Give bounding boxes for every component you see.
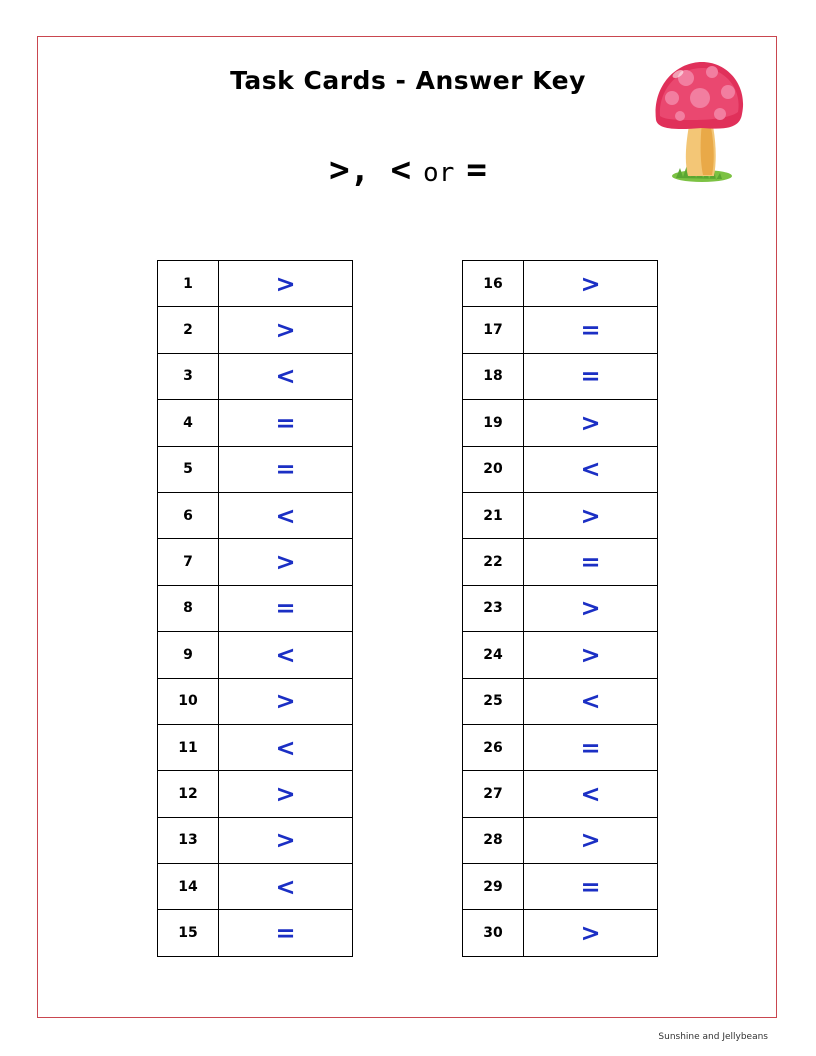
question-number: 8 — [158, 585, 219, 631]
table-row — [463, 632, 658, 678]
question-number: 7 — [158, 539, 219, 585]
answer-symbol: < — [524, 446, 658, 492]
answer-symbol: > — [219, 817, 353, 863]
question-number: 22 — [463, 539, 524, 585]
question-number: 23 — [463, 585, 524, 631]
answer-symbol: = — [524, 724, 658, 770]
answer-symbol: < — [219, 632, 353, 678]
table-row — [158, 539, 353, 585]
table-row — [463, 261, 658, 307]
answer-symbol: < — [219, 353, 353, 399]
answer-symbol: > — [219, 539, 353, 585]
table-row — [158, 585, 353, 631]
table-row — [463, 539, 658, 585]
table-row — [463, 678, 658, 724]
question-number: 25 — [463, 678, 524, 724]
table-row — [463, 817, 658, 863]
question-number: 9 — [158, 632, 219, 678]
question-number: 2 — [158, 307, 219, 353]
table-row — [158, 400, 353, 446]
question-number: 5 — [158, 446, 219, 492]
answer-symbol: > — [524, 632, 658, 678]
answer-symbol: > — [219, 261, 353, 307]
subtitle-symbols: >, < — [329, 150, 412, 190]
table-row — [158, 492, 353, 538]
question-number: 13 — [158, 817, 219, 863]
table-row — [158, 446, 353, 492]
table-row — [463, 864, 658, 910]
table-row — [158, 817, 353, 863]
table-row — [463, 724, 658, 770]
table-row — [463, 446, 658, 492]
answer-symbol: > — [524, 817, 658, 863]
question-number: 19 — [463, 400, 524, 446]
answer-table-right — [462, 260, 658, 957]
question-number: 12 — [158, 771, 219, 817]
subtitle-connector: or — [423, 158, 455, 188]
answer-symbol: > — [524, 261, 658, 307]
answer-symbol: = — [524, 864, 658, 910]
question-number: 4 — [158, 400, 219, 446]
table-row — [158, 307, 353, 353]
answer-symbol: = — [524, 539, 658, 585]
answer-symbol: > — [524, 585, 658, 631]
answer-symbol: > — [219, 678, 353, 724]
question-number: 15 — [158, 910, 219, 956]
table-row — [158, 632, 353, 678]
answer-symbol: = — [219, 400, 353, 446]
answer-symbol: < — [524, 771, 658, 817]
question-number: 20 — [463, 446, 524, 492]
question-number: 27 — [463, 771, 524, 817]
question-number: 21 — [463, 492, 524, 538]
table-row — [158, 678, 353, 724]
table-row — [463, 492, 658, 538]
table-row — [158, 353, 353, 399]
question-number: 14 — [158, 864, 219, 910]
question-number: 30 — [463, 910, 524, 956]
answer-symbol: < — [219, 864, 353, 910]
subtitle-equals: = — [466, 150, 487, 190]
question-number: 1 — [158, 261, 219, 307]
answer-symbol: = — [219, 585, 353, 631]
table-row — [463, 771, 658, 817]
answer-symbol: > — [219, 771, 353, 817]
question-number: 11 — [158, 724, 219, 770]
answer-symbol: = — [219, 910, 353, 956]
table-row — [158, 771, 353, 817]
question-number: 29 — [463, 864, 524, 910]
answer-symbol: = — [524, 353, 658, 399]
answer-symbol: < — [219, 492, 353, 538]
table-row — [463, 353, 658, 399]
answer-symbol: < — [524, 678, 658, 724]
page-title: Task Cards - Answer Key — [230, 66, 586, 95]
table-row — [463, 910, 658, 956]
question-number: 3 — [158, 353, 219, 399]
footer-credit: Sunshine and Jellybeans — [658, 1032, 768, 1042]
question-number: 28 — [463, 817, 524, 863]
mushroom-icon — [650, 56, 748, 188]
question-number: 10 — [158, 678, 219, 724]
table-row — [158, 724, 353, 770]
question-number: 26 — [463, 724, 524, 770]
table-row — [158, 261, 353, 307]
question-number: 6 — [158, 492, 219, 538]
question-number: 18 — [463, 353, 524, 399]
question-number: 17 — [463, 307, 524, 353]
answer-symbol: > — [524, 400, 658, 446]
answer-symbol: > — [219, 307, 353, 353]
answer-symbol: > — [524, 910, 658, 956]
answer-symbol: = — [219, 446, 353, 492]
question-number: 16 — [463, 261, 524, 307]
table-row — [463, 585, 658, 631]
answer-symbol: > — [524, 492, 658, 538]
table-row — [463, 307, 658, 353]
question-number: 24 — [463, 632, 524, 678]
answer-symbol: = — [524, 307, 658, 353]
answer-table-left — [157, 260, 353, 957]
table-row — [463, 400, 658, 446]
answer-symbol: < — [219, 724, 353, 770]
table-row — [158, 910, 353, 956]
table-row — [158, 864, 353, 910]
